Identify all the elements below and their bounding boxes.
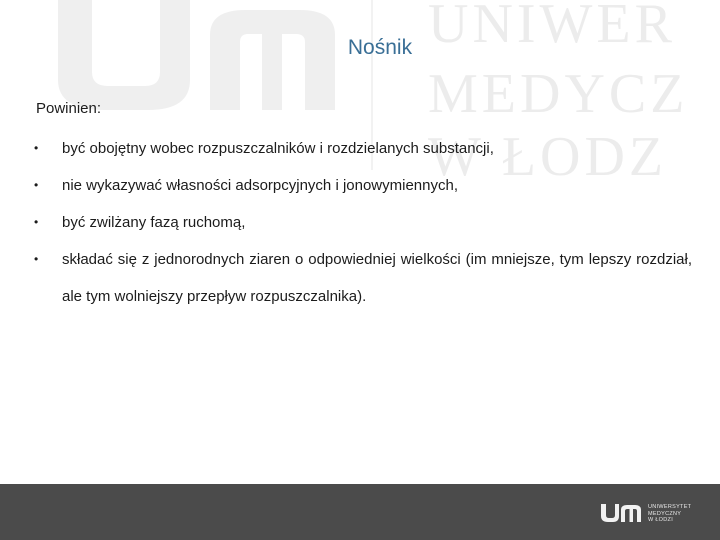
intro-text: Powinien: [36,100,102,117]
bullet-icon: • [34,215,39,229]
footer-bar [0,484,720,540]
watermark-line: UNIWER [428,0,676,55]
bullet-item: składać się z jednorodnych ziaren o odpowiedniej wielkości (im mniejsze, tym lepszy rozdział, ale tym wolniejszy przepływ rozpuszczalnika). [62,251,692,305]
bullet-item: być obojętny wobec rozpuszczalników i rozdzielanych substancji, [62,140,494,157]
bullet-icon: • [34,252,39,266]
slide-title: Nośnik [347,36,413,59]
footer-logo-text: UNIWERSYTET MEDYCZNY W ŁODZI [648,504,692,523]
watermark-line: MEDYCZ [428,63,689,125]
watermark-line: W ŁODZ [428,126,668,188]
bullet-item: być zwilżany fazą ruchomą, [62,214,246,231]
bullet-item: nie wykazywać własności adsorpcyjnych i jonowymiennych, [62,177,458,194]
bullet-icon: • [34,141,39,155]
bullet-icon: • [34,178,39,192]
university-logo-icon [600,502,644,524]
